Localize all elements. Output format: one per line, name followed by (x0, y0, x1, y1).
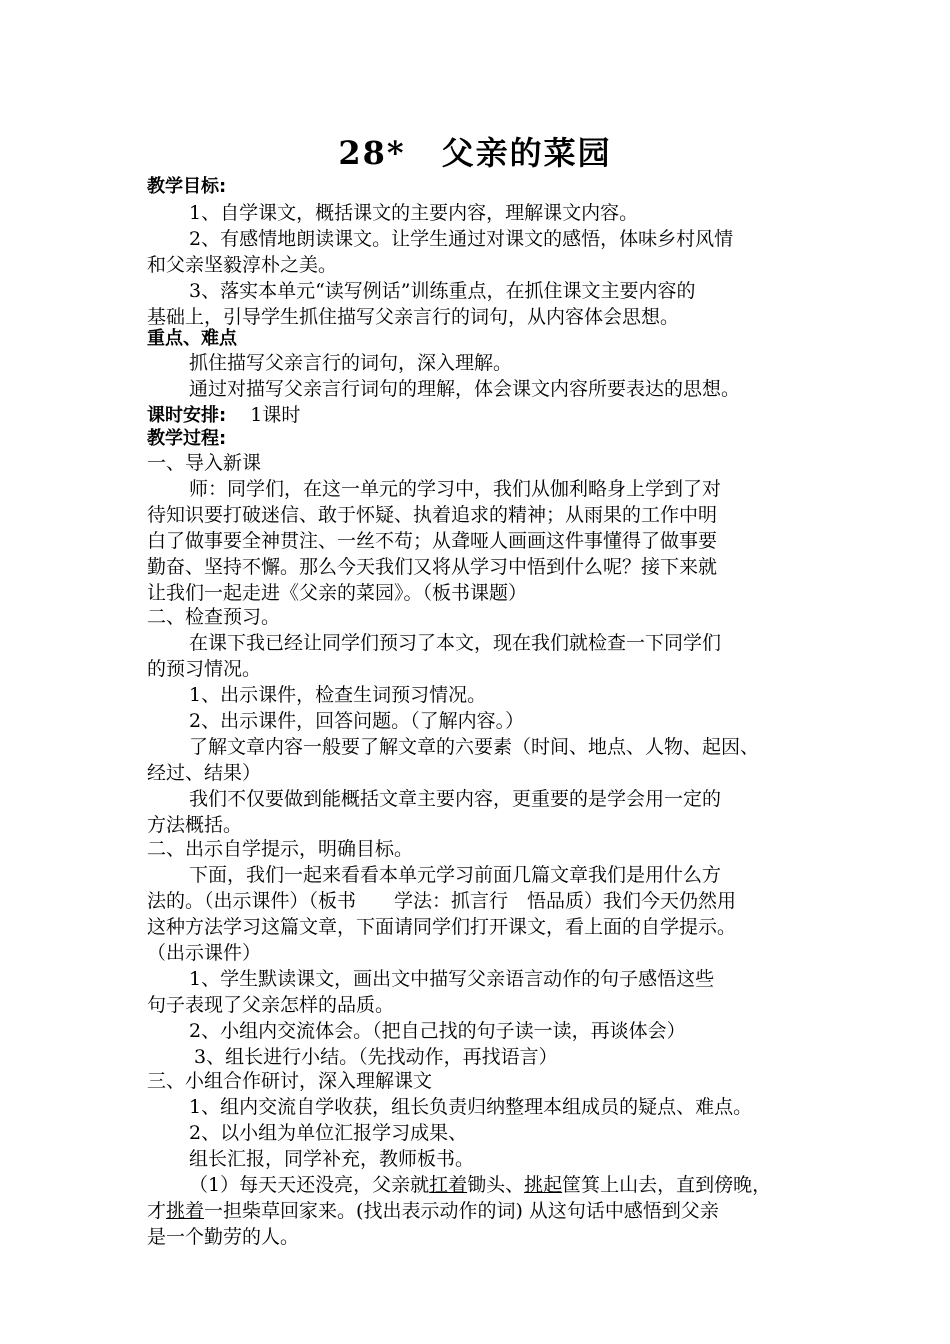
paragraph-line: 待知识要打破迷信、敢于怀疑、执着追求的精神；从雨果的工作中明 (147, 504, 718, 526)
objective-3: 3、落实本单元“读写例话”训练重点，在抓住课文主要内容的 (189, 280, 696, 302)
paragraph-line: 2、小组内交流体会。（把自己找的句子读一读，再谈体会） (189, 1020, 686, 1042)
paragraph-line: 方法概括。 (147, 814, 243, 836)
text-run: 才 (147, 1200, 167, 1222)
key-point-2: 通过对描写父亲言行词句的理解，体会课文内容所要表达的思想。 (189, 378, 741, 400)
objective-2-cont: 和父亲坚毅淳朴之美。 (147, 254, 338, 276)
paragraph-line (189, 1172, 829, 1198)
objective-2: 2、有感情地朗读课文。让学生通过对课文的感悟，体味乡村风情 (189, 228, 734, 250)
paragraph-line (147, 1198, 827, 1224)
paragraph-line: 1、出示课件，检查生词预习情况。 (189, 684, 487, 706)
paragraph-line: 句子表现了父亲怎样的品质。 (147, 994, 395, 1016)
text-run: 筐箕上山去，直到傍晚， (562, 1174, 772, 1196)
key-point-1: 抓住描写父亲言行的词句，深入理解。 (189, 352, 513, 374)
paragraph-line: 这种方法学习这篇文章，下面请同学们打开课文，看上面的自学提示。 (147, 916, 737, 938)
paragraph-line: 的预习情况。 (147, 658, 262, 680)
text-run: （1）每天天还没亮，父亲就 (189, 1174, 430, 1196)
objective-1: 1、自学课文，概括课文的主要内容，理解课文内容。 (189, 202, 639, 224)
heading-schedule: 课时安排: (147, 405, 227, 426)
section-intro: 一、导入新课 (147, 452, 262, 474)
section-preview: 二、检查预习。 (147, 606, 281, 628)
paragraph-line: 1、学生默读课文，画出文中描写父亲语言动作的句子感悟这些 (189, 968, 715, 990)
page-title (0, 128, 950, 174)
lesson-number: 28* (338, 134, 406, 172)
text-run: 锄头、 (467, 1174, 525, 1196)
underlined-verb: 挑起 (524, 1174, 563, 1196)
heading-objectives: 教学目标: (147, 176, 227, 197)
paragraph-line: 1、组内交流自学收获，组长负责归纳整理本组成员的疑点、难点。 (189, 1096, 753, 1118)
paragraph-line: 了解文章内容一般要了解文章的六要素（时间、地点、人物、起因、 (189, 736, 760, 758)
paragraph-line: 经过、结果） (147, 762, 262, 784)
heading-process: 教学过程: (147, 428, 227, 449)
paragraph-line: 我们不仅要做到能概括文章主要内容，更重要的是学会用一定的 (189, 788, 722, 810)
underlined-verb: 扛着 (429, 1174, 468, 1196)
paragraph-line: 组长汇报，同学补充，教师板书。 (189, 1148, 475, 1170)
paragraph-line: 白了做事要全神贯注、一丝不苟；从聋哑人画画这件事懂得了做事要 (147, 530, 718, 552)
paragraph-line: 让我们一起走进《父亲的菜园》。（板书课题） (147, 582, 528, 604)
section-self-study: 二、出示自学提示，明确目标。 (147, 838, 414, 860)
heading-key-points: 重点、难点 (147, 328, 237, 349)
section-group-study: 三、小组合作研讨，深入理解课文 (147, 1070, 433, 1092)
schedule-line (147, 402, 827, 429)
objective-3-cont: 基础上，引导学生抓住描写父亲言行的词句，从内容体会思想。 (147, 306, 680, 328)
paragraph-line: 下面，我们一起来看看本单元学习前面几篇文章我们是用什么方 (189, 864, 722, 886)
paragraph-line: 是一个勤劳的人。 (147, 1226, 300, 1248)
lesson-title: 父亲的菜园 (441, 134, 612, 172)
paragraph-line: 法的。（出示课件）（板书 学法：抓言行 悟品质）我们今天仍然用 (147, 890, 737, 912)
underlined-verb: 挑着 (166, 1200, 205, 1222)
text-run: 一担柴草回家来。(找出表示动作的词) 从这句话中感悟到父亲 (204, 1200, 719, 1222)
paragraph-line: 2、出示课件，回答问题。（了解内容。） (189, 710, 525, 732)
paragraph-line: 勤奋、坚持不懈。那么今天我们又将从学习中悟到什么呢？接下来就 (147, 556, 718, 578)
paragraph-line: 3、组长进行小结。（先找动作，再找语言） (194, 1046, 558, 1068)
paragraph-line: 师：同学们，在这一单元的学习中，我们从伽利略身上学到了对 (189, 478, 722, 500)
paragraph-line: 在课下我已经让同学们预习了本文，现在我们就检查一下同学们 (189, 632, 722, 654)
paragraph-line: （出示课件） (147, 942, 262, 964)
schedule-value: 1课时 (250, 404, 301, 426)
paragraph-line: 2、以小组为单位汇报学习成果、 (189, 1122, 468, 1144)
